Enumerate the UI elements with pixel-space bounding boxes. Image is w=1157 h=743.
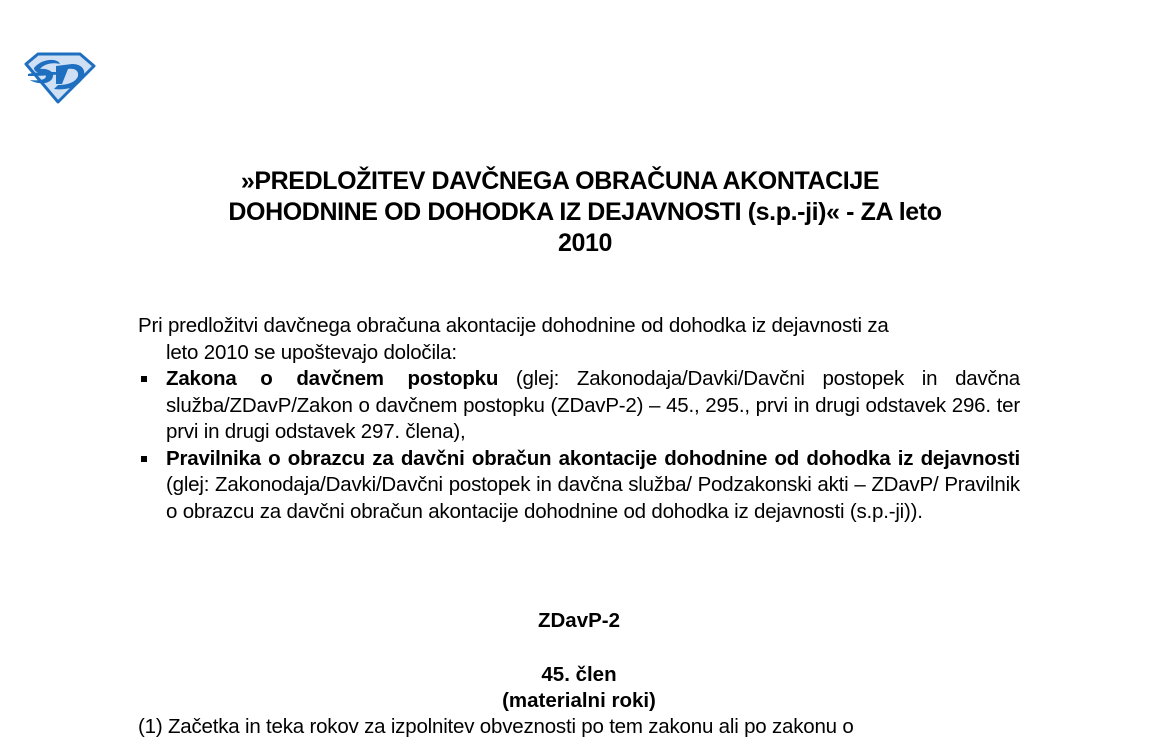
intro-line-2: leto 2010 se upoštevajo določila: bbox=[166, 340, 457, 364]
article-paragraph: (1) Začetka in teka rokov za izpolnitev obveznosti po tem zakonu ali po zakonu o bbox=[138, 715, 854, 738]
regulation-name: Zakona o davčnem postopku bbox=[166, 367, 499, 390]
regulations-list bbox=[138, 366, 1020, 525]
sd-shield-logo-icon bbox=[22, 52, 96, 104]
intro-paragraph bbox=[138, 313, 1020, 366]
list-item bbox=[138, 446, 1020, 526]
section-heading: ZDavP-2 bbox=[537, 609, 621, 632]
article-number: 45. člen bbox=[541, 663, 617, 686]
title-line-2: DOHODNINE OD DOHODKA IZ DEJAVNOSTI (s.p.-ji)« - ZA leto bbox=[228, 198, 942, 226]
title-line-1: »PREDLOŽITEV DAVČNEGA OBRAČUNA AKONTACIJE bbox=[240, 167, 880, 195]
list-item bbox=[138, 366, 1020, 446]
document-title bbox=[140, 166, 1020, 259]
regulation-name: Pravilnika o obrazcu za davčni obračun akontacije dohodnine od dohodka iz dejavnosti bbox=[166, 446, 1020, 470]
bullet-icon bbox=[141, 456, 147, 462]
regulation-reference: (glej: Zakonodaja/Davki/Davčni postopek in davčna služba/ZDavP/Zakon o davčnem postopku (ZDavP-2) – 45., 295., prvi in drugi odstavek 296. ter prvi in drugi odstavek 297. člena), bbox=[166, 367, 1020, 443]
title-line-3: 2010 bbox=[557, 229, 612, 257]
article-title: (materialni roki) bbox=[502, 689, 656, 712]
intro-line-1: Pri predložitvi davčnega obračuna akontacije dohodnine od dohodka iz dejavnosti za bbox=[138, 314, 889, 337]
bullet-icon bbox=[141, 376, 147, 382]
regulation-reference: (glej: Zakonodaja/Davki/Davčni postopek in davčna služba/ Podzakonski akti – ZDavP/ Pravilnik o obrazcu za davčni obračun akontacije dohodnine od dohodka iz dejavnosti (s.p.-ji)). bbox=[166, 473, 1020, 523]
